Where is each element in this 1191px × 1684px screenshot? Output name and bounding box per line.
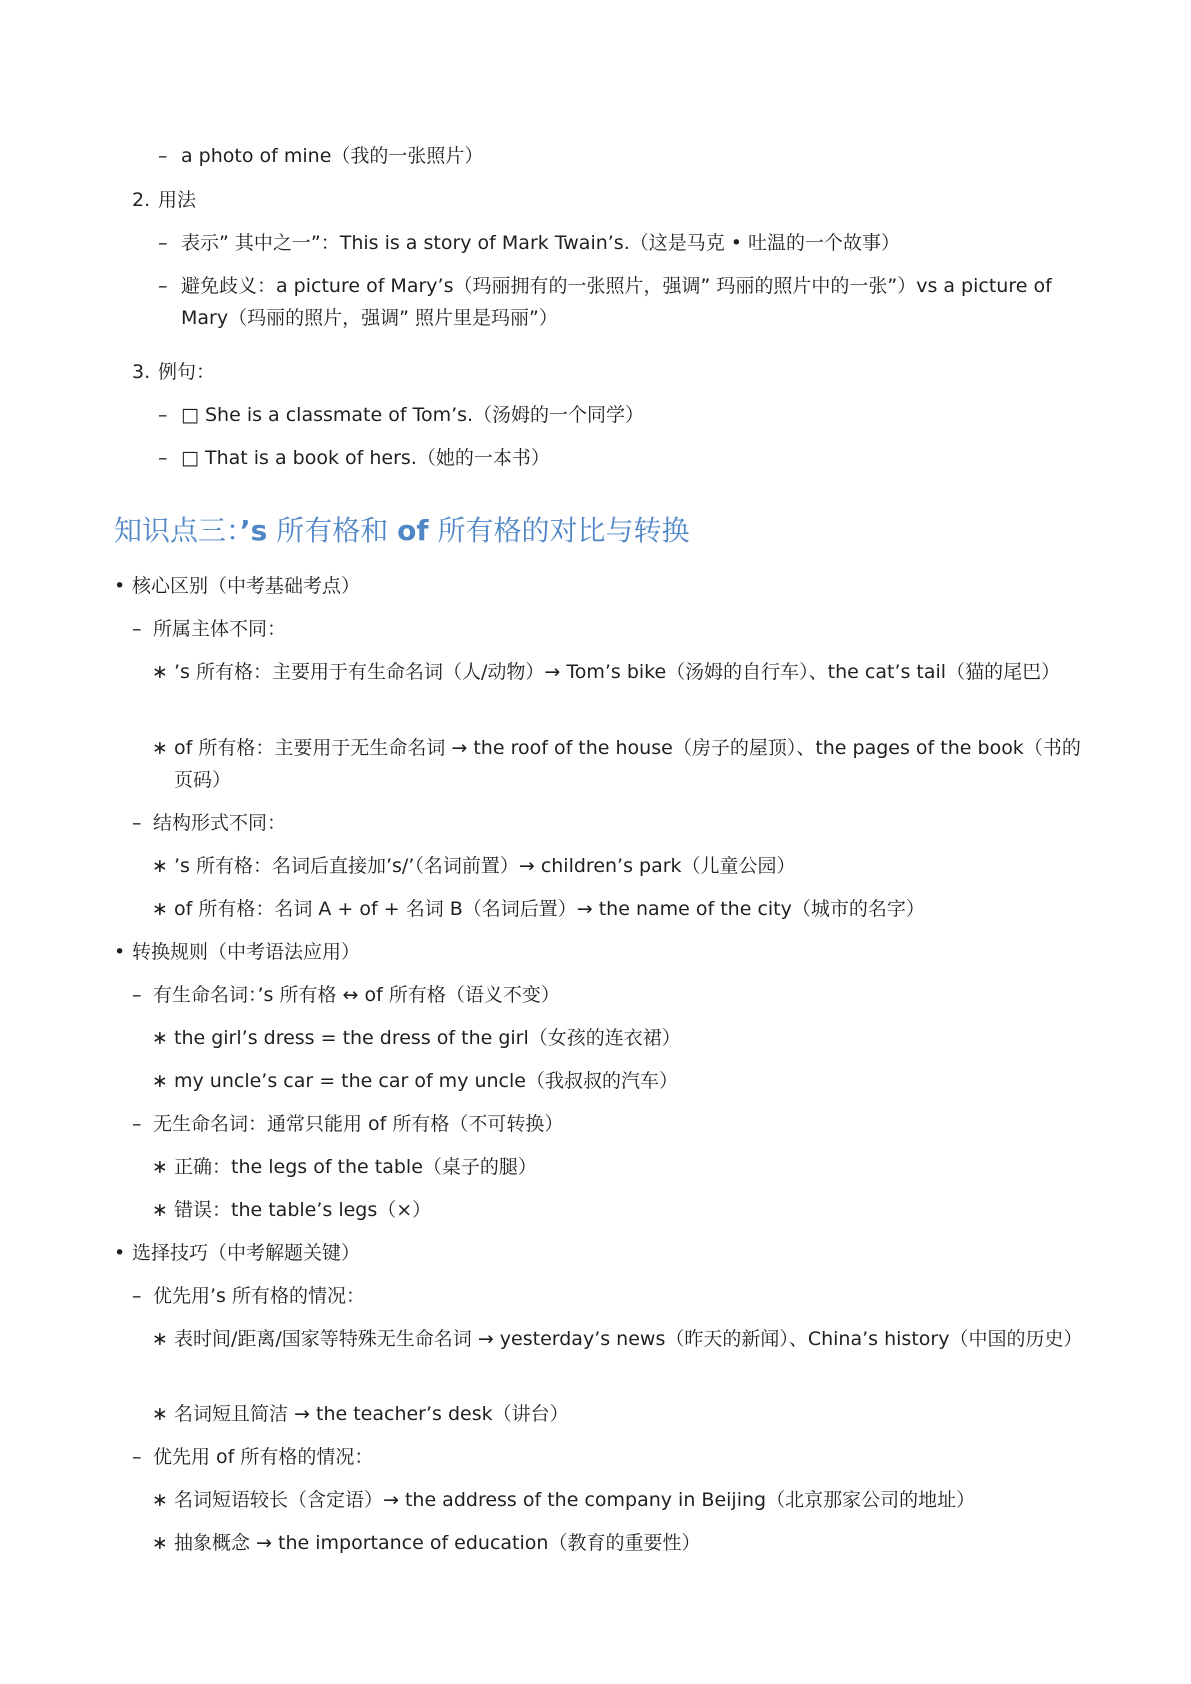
list-marker: – xyxy=(158,232,168,254)
list-marker: 2. xyxy=(132,189,151,211)
heading-text-mid: 所有格和 xyxy=(267,514,398,547)
list-marker: – xyxy=(132,1446,142,1468)
list-item-text: 例句： xyxy=(158,361,216,383)
list-item-text: 所属主体不同： xyxy=(153,618,287,640)
list-marker: – xyxy=(132,618,142,640)
list-item xyxy=(132,1280,365,1312)
list-marker: ∗ xyxy=(152,1403,168,1425)
list-item-text: 转换规则（中考语法应用） xyxy=(132,941,361,963)
list-item xyxy=(158,270,1088,334)
list-item-text: 用法 xyxy=(158,189,197,211)
list-item-text: 无生命名词：通常只能用 of 所有格（不可转换） xyxy=(153,1113,564,1135)
list-marker: ∗ xyxy=(152,1070,168,1092)
list-item-text: □ That is a book of hers.（她的一本书） xyxy=(181,447,550,469)
list-item xyxy=(152,1022,681,1054)
list-item xyxy=(114,936,360,968)
list-item xyxy=(132,184,196,216)
list-item xyxy=(152,1527,700,1559)
list-item-text: 选择技巧（中考解题关键） xyxy=(132,1242,361,1264)
list-item-text: 优先用 of 所有格的情况： xyxy=(153,1446,374,1468)
list-item xyxy=(152,893,925,925)
list-item-text: the girl’s dress = the dress of the girl（女孩的连衣裙） xyxy=(174,1027,681,1049)
list-item-text: 抽象概念 → the importance of education（教育的重要性） xyxy=(174,1532,701,1554)
list-item xyxy=(152,850,796,882)
list-marker: ∗ xyxy=(152,855,168,877)
heading-text-s: ’s xyxy=(240,514,268,547)
section-heading xyxy=(114,509,689,553)
heading-text-prefix: 知识点三： xyxy=(114,514,241,547)
list-item-text: 优先用’s 所有格的情况： xyxy=(153,1285,365,1307)
list-marker: – xyxy=(132,812,142,834)
list-marker: – xyxy=(132,1113,142,1135)
list-item xyxy=(132,807,286,839)
list-item-text: 正确：the legs of the table（桌子的腿） xyxy=(174,1156,537,1178)
list-marker: ∗ xyxy=(152,661,168,683)
list-item xyxy=(158,140,483,172)
list-item xyxy=(132,1441,373,1473)
list-marker: • xyxy=(114,575,126,597)
list-item xyxy=(152,1398,569,1430)
list-item xyxy=(114,570,360,602)
list-marker: – xyxy=(158,404,168,426)
list-item xyxy=(152,1065,678,1097)
list-item-text: 核心区别（中考基础考点） xyxy=(132,575,361,597)
list-item xyxy=(158,442,550,474)
list-item-text: 表时间/距离/国家等特殊无生命名词 → yesterday’s news（昨天的新闻）、China’s history（中国的历史） xyxy=(174,1328,1083,1350)
list-marker: ∗ xyxy=(152,1027,168,1049)
list-marker: 3. xyxy=(132,361,151,383)
list-marker: ∗ xyxy=(152,1328,168,1350)
list-item xyxy=(152,1323,1088,1355)
list-item xyxy=(152,1151,537,1183)
list-item-text: 有生命名词：’s 所有格 ↔ of 所有格（语义不变） xyxy=(153,984,560,1006)
list-item-text: 表示” 其中之一”：This is a story of Mark Twain’s.（这是马克 • 吐温的一个故事） xyxy=(181,232,901,254)
list-marker: – xyxy=(158,275,168,297)
list-item-text: 避免歧义：a picture of Mary’s（玛丽拥有的一张照片，强调” 玛丽的照片中的一张”）vs a picture of Mary（玛丽的照片，强调” 照片里是玛丽”） xyxy=(181,275,1052,329)
list-item-text: 名词短且简洁 → the teacher’s desk（讲台） xyxy=(174,1403,569,1425)
list-item xyxy=(152,1194,431,1226)
list-item-text: a photo of mine（我的一张照片） xyxy=(181,145,484,167)
list-item xyxy=(114,1237,360,1269)
list-item-text: of 所有格：主要用于无生命名词 → the roof of the house（房子的屋顶）、the pages of the book（书的页码） xyxy=(174,737,1081,791)
list-marker: ∗ xyxy=(152,1156,168,1178)
list-marker: • xyxy=(114,941,126,963)
list-item xyxy=(158,399,644,431)
list-item-text: 结构形式不同： xyxy=(153,812,287,834)
list-marker: ∗ xyxy=(152,737,168,759)
list-item-text: 错误：the table’s legs（×） xyxy=(174,1199,432,1221)
heading-text-of: of xyxy=(397,514,429,547)
list-item-text: my uncle’s car = the car of my uncle（我叔叔的汽车） xyxy=(174,1070,678,1092)
list-item xyxy=(152,1484,975,1516)
list-marker: – xyxy=(132,984,142,1006)
list-item xyxy=(132,979,560,1011)
list-item xyxy=(132,1108,563,1140)
list-item xyxy=(132,613,286,645)
list-item-text: of 所有格：名词 A + of + 名词 B（名词后置）→ the name of the city（城市的名字） xyxy=(174,898,925,920)
list-marker: – xyxy=(132,1285,142,1307)
list-item xyxy=(158,227,900,259)
list-item-text: ’s 所有格：名词后直接加’s/’（名词前置）→ children’s park（儿童公园） xyxy=(174,855,796,877)
list-marker: ∗ xyxy=(152,1199,168,1221)
list-item xyxy=(132,356,215,388)
list-marker: – xyxy=(158,145,168,167)
list-marker: ∗ xyxy=(152,898,168,920)
list-marker: – xyxy=(158,447,168,469)
list-marker: • xyxy=(114,1242,126,1264)
list-marker: ∗ xyxy=(152,1532,168,1554)
list-marker: ∗ xyxy=(152,1489,168,1511)
list-item-text: 名词短语较长（含定语）→ the address of the company in Beijing（北京那家公司的地址） xyxy=(174,1489,976,1511)
list-item xyxy=(152,656,1088,688)
list-item xyxy=(152,732,1088,796)
list-item-text: □ She is a classmate of Tom’s.（汤姆的一个同学） xyxy=(181,404,645,426)
heading-text-suffix: 所有格的对比与转换 xyxy=(428,514,690,547)
list-item-text: ’s 所有格：主要用于有生命名词（人/动物）→ Tom’s bike（汤姆的自行车）、the cat’s tail（猫的尾巴） xyxy=(174,661,1061,683)
